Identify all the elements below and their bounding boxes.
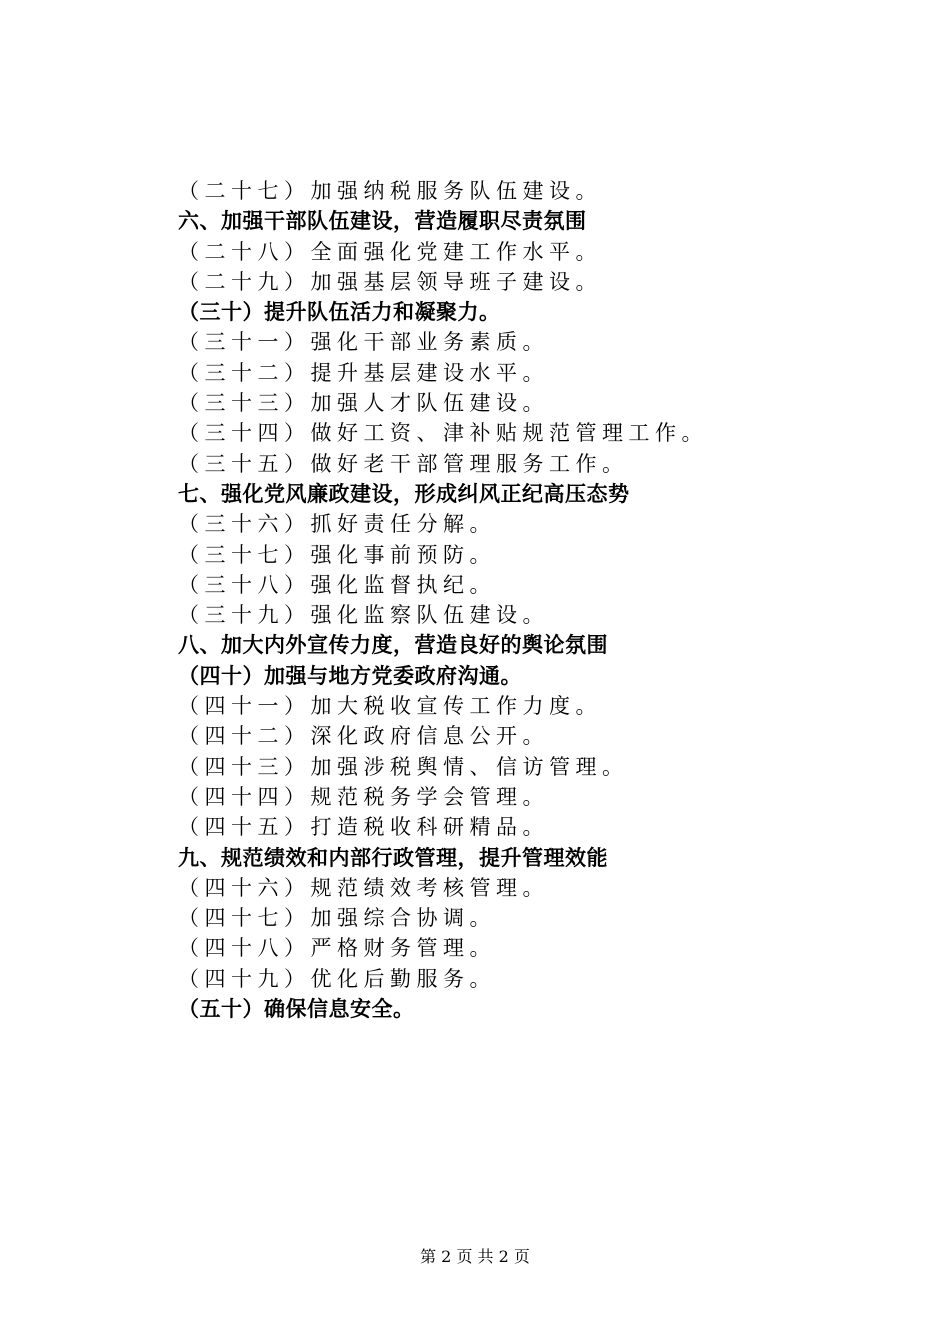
list-item: （四十七）加强综合协调。	[178, 906, 496, 931]
list-item: （四十一）加大税收宣传工作力度。	[178, 694, 602, 719]
list-item: （三十九）强化监察队伍建设。	[178, 603, 549, 628]
list-item: （三十八）强化监督执纪。	[178, 572, 496, 597]
section-heading: 八、加大内外宣传力度，营造良好的舆论氛围	[178, 633, 608, 658]
document-body	[178, 176, 878, 1024]
section-heading: 七、强化党风廉政建设，形成纠风正纪高压态势	[178, 481, 630, 506]
list-item: （四十九）优化后勤服务。	[178, 966, 496, 991]
list-item: （二十九）加强基层领导班子建设。	[178, 269, 602, 294]
list-item: （四十三）加强涉税舆情、信访管理。	[178, 754, 629, 779]
list-item: （四十四）规范税务学会管理。	[178, 784, 549, 809]
list-item: （三十三）加强人才队伍建设。	[178, 391, 549, 416]
section-heading: 九、规范绩效和内部行政管理，提升管理效能	[178, 845, 608, 870]
list-item: （三十四）做好工资、津补贴规范管理工作。	[178, 421, 708, 446]
list-item: （三十五）做好老干部管理服务工作。	[178, 451, 629, 476]
section-heading: （五十）确保信息安全。	[178, 997, 415, 1022]
list-item: （四十五）打造税收科研精品。	[178, 815, 549, 840]
list-item: （四十六）规范绩效考核管理。	[178, 875, 549, 900]
list-item: （二十八）全面强化党建工作水平。	[178, 239, 602, 264]
list-item: （四十二）深化政府信息公开。	[178, 724, 549, 749]
list-item: （二十七）加强纳税服务队伍建设。	[178, 179, 602, 203]
list-item: （四十八）严格财务管理。	[178, 936, 496, 961]
list-item: （三十七）强化事前预防。	[178, 542, 496, 567]
section-heading: 六、加强干部队伍建设，营造履职尽责氛围	[178, 209, 587, 234]
page-footer: 第 2 页 共 2 页	[420, 1247, 530, 1266]
list-item: （三十二）提升基层建设水平。	[178, 360, 549, 385]
section-heading: （四十）加强与地方党委政府沟通。	[178, 663, 522, 688]
list-item: （三十六）抓好责任分解。	[178, 512, 496, 537]
section-heading: （三十）提升队伍活力和凝聚力。	[178, 300, 501, 325]
list-item: （三十一）强化干部业务素质。	[178, 330, 549, 355]
